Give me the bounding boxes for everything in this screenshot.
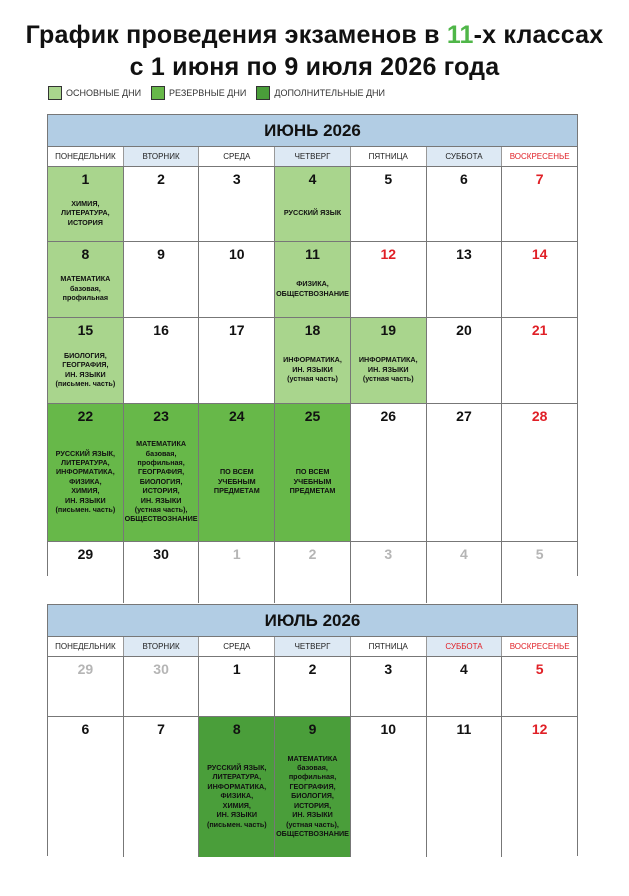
day-number: 10 (380, 721, 397, 737)
exam-subjects: МАТЕМАТИКА базовая, профильная, ГЕОГРАФИЯ, БИОЛОГИЯ, ИСТОРИЯ, ИН. ЯЗЫКИ (устная часть), ОБЩЕСТВОЗНАНИЕ (124, 439, 198, 524)
title-text-end: -х классах (473, 21, 604, 49)
weekday-label: СУББОТА (427, 147, 503, 166)
exam-day-cell (351, 318, 427, 403)
month-header: ИЮЛЬ 2026 (48, 605, 577, 637)
day-cell (502, 167, 577, 241)
day-number: 30 (153, 546, 169, 562)
day-cell (427, 404, 503, 541)
exam-subjects: РУССКИЙ ЯЗЫК (283, 208, 342, 218)
weekday-label: ПОНЕДЕЛЬНИК (48, 637, 124, 656)
exam-subjects: ФИЗИКА, ОБЩЕСТВОЗНАНИЕ (276, 279, 349, 298)
weekday-label: ВТОРНИК (124, 147, 200, 166)
day-number: 1 (81, 171, 90, 187)
calendar-july (47, 604, 578, 856)
day-cell (427, 167, 503, 241)
day-number: 3 (384, 546, 393, 562)
day-number: 4 (460, 661, 468, 677)
day-number: 14 (531, 246, 548, 262)
weekday-label: СРЕДА (199, 637, 275, 656)
exam-day-cell (275, 318, 351, 403)
day-cell (502, 542, 577, 603)
exam-day-cell (124, 404, 200, 541)
day-cell (199, 542, 275, 603)
exam-day-cell (199, 717, 275, 857)
day-cell (351, 242, 427, 317)
day-number: 26 (380, 408, 397, 424)
day-number: 7 (157, 721, 165, 737)
legend-item-additional (256, 86, 385, 100)
weekday-label: ЧЕТВЕРГ (275, 637, 351, 656)
day-number: 19 (380, 322, 397, 338)
day-cell (427, 318, 503, 403)
exam-subjects: РУССКИЙ ЯЗЫК, ЛИТЕРАТУРА, ИНФОРМАТИКА, ФИЗИКА, ХИМИЯ, ИН. ЯЗЫКИ (письмен. часть) (206, 763, 267, 829)
day-number: 5 (384, 171, 393, 187)
day-number: 28 (531, 408, 548, 424)
day-cell (124, 717, 200, 857)
legend (48, 86, 395, 100)
week-row (48, 167, 577, 242)
exam-day-cell (275, 242, 351, 317)
day-cell (502, 717, 577, 857)
exam-subjects: ПО ВСЕМ УЧЕБНЫМ ПРЕДМЕТАМ (289, 467, 336, 496)
weekday-label: ПОНЕДЕЛЬНИК (48, 147, 124, 166)
day-number: 20 (456, 322, 472, 338)
page-title-line-1 (0, 20, 629, 50)
day-number: 1 (232, 546, 241, 562)
day-number: 23 (153, 408, 169, 424)
day-number: 10 (229, 246, 245, 262)
legend-swatch-main (48, 86, 62, 100)
week-row (48, 717, 577, 857)
exam-subjects: ПО ВСЕМ УЧЕБНЫМ ПРЕДМЕТАМ (213, 467, 260, 496)
weekday-label: СУББОТА (427, 637, 503, 656)
day-cell (351, 657, 427, 716)
weekday-label: СРЕДА (199, 147, 275, 166)
day-cell (502, 242, 577, 317)
day-cell (124, 167, 200, 241)
exam-day-cell (275, 167, 351, 241)
day-number: 5 (535, 661, 544, 677)
week-row (48, 404, 577, 542)
week-row (48, 542, 577, 603)
day-cell (275, 542, 351, 603)
day-number: 3 (232, 171, 241, 187)
day-number: 22 (77, 408, 94, 424)
weekday-label: ПЯТНИЦА (351, 637, 427, 656)
day-cell (199, 657, 275, 716)
day-cell (199, 242, 275, 317)
day-number: 4 (308, 171, 317, 187)
day-number: 1 (232, 661, 241, 677)
day-cell (124, 657, 200, 716)
legend-label-main: ОСНОВНЫЕ ДНИ (66, 88, 142, 98)
weekday-label: ВОСКРЕСЕНЬЕ (509, 642, 570, 651)
day-cell (199, 167, 275, 241)
day-cell (48, 717, 124, 857)
calendar-june (47, 114, 578, 576)
day-cell (502, 404, 577, 541)
day-cell (351, 542, 427, 603)
exam-subjects: МАТЕМАТИКА базовая, профильная (60, 274, 111, 303)
week-row (48, 657, 577, 717)
weekday-label: ЧЕТВЕРГ (275, 147, 351, 166)
day-cell (48, 542, 124, 603)
day-cell (48, 657, 124, 716)
day-cell (124, 242, 200, 317)
day-cell (502, 318, 577, 403)
day-cell (427, 717, 503, 857)
exam-subjects: РУССКИЙ ЯЗЫК, ЛИТЕРАТУРА, ИНФОРМАТИКА, ФИЗИКА, ХИМИЯ, ИН. ЯЗЫКИ (письмен. часть) (55, 448, 116, 515)
day-number: 30 (153, 661, 169, 677)
day-cell (124, 318, 200, 403)
day-number: 2 (308, 546, 317, 562)
legend-label-reserve: РЕЗЕРВНЫЕ ДНИ (169, 88, 247, 98)
exam-subjects: ИНФОРМАТИКА, ИН. ЯЗЫКИ (устная часть) (283, 355, 342, 384)
day-number: 9 (308, 721, 317, 737)
exam-day-cell (275, 404, 351, 541)
day-number: 12 (531, 721, 548, 737)
weekday-label: ВТОРНИК (124, 637, 200, 656)
legend-label-additional: ДОПОЛНИТЕЛЬНЫЕ ДНИ (274, 88, 386, 98)
title-grade-highlight: 11 (446, 21, 474, 49)
day-number: 15 (77, 322, 94, 338)
day-number: 3 (384, 661, 393, 677)
day-number: 21 (531, 322, 548, 338)
day-cell (502, 657, 577, 716)
day-number: 9 (157, 246, 165, 262)
day-number: 11 (305, 246, 320, 262)
weekday-header-row (48, 637, 577, 657)
day-number: 27 (456, 408, 472, 424)
day-number: 8 (232, 721, 241, 737)
day-number: 4 (460, 546, 468, 562)
day-number: 11 (456, 721, 472, 737)
week-row (48, 242, 577, 318)
day-number: 8 (81, 246, 90, 262)
exam-day-cell (48, 242, 124, 317)
day-number: 24 (229, 408, 245, 424)
exam-day-cell (48, 167, 124, 241)
day-number: 16 (153, 322, 169, 338)
legend-swatch-additional (256, 86, 270, 100)
page-title-line-2: с 1 июня по 9 июля 2026 года (129, 53, 500, 81)
day-number: 6 (460, 171, 468, 187)
exam-subjects: МАТЕМАТИКА базовая, профильная, ГЕОГРАФИЯ, БИОЛОГИЯ, ИСТОРИЯ, ИН. ЯЗЫКИ (устная часть), ОБЩЕСТВОЗНАНИЕ (276, 753, 349, 838)
day-number: 12 (380, 246, 397, 262)
weekday-header-row (48, 147, 577, 167)
day-cell (351, 717, 427, 857)
day-cell (199, 318, 275, 403)
day-number: 13 (456, 246, 472, 262)
legend-swatch-reserve (151, 86, 165, 100)
exam-subjects: ИНФОРМАТИКА, ИН. ЯЗЫКИ (устная часть) (358, 355, 418, 384)
day-number: 5 (535, 546, 544, 562)
day-cell (351, 167, 427, 241)
legend-item-main (48, 86, 141, 100)
week-row (48, 318, 577, 404)
day-number: 2 (308, 661, 317, 677)
weekday-label: ПЯТНИЦА (351, 147, 427, 166)
legend-item-reserve (151, 86, 246, 100)
month-header: ИЮНЬ 2026 (48, 115, 577, 147)
weekday-label: ВОСКРЕСЕНЬЕ (509, 152, 570, 161)
day-cell (427, 242, 503, 317)
day-number: 18 (304, 322, 321, 338)
day-cell (427, 542, 503, 603)
day-number: 7 (535, 171, 544, 187)
day-number: 2 (157, 171, 165, 187)
title-text-start: График проведения экзаменов в (25, 21, 447, 49)
exam-day-cell (275, 717, 351, 857)
day-number: 29 (77, 546, 94, 562)
day-number: 17 (229, 322, 245, 338)
day-cell (427, 657, 503, 716)
day-number: 25 (304, 408, 321, 424)
exam-day-cell (199, 404, 275, 541)
exam-subjects: БИОЛОГИЯ, ГЕОГРАФИЯ, ИН. ЯЗЫКИ (письмен. часть) (55, 350, 116, 388)
day-number: 6 (81, 721, 90, 737)
day-cell (351, 404, 427, 541)
exam-day-cell (48, 404, 124, 541)
exam-day-cell (48, 318, 124, 403)
day-number: 29 (77, 661, 94, 677)
day-cell (124, 542, 200, 603)
exam-subjects: ХИМИЯ, ЛИТЕРАТУРА, ИСТОРИЯ (61, 198, 110, 227)
day-cell (275, 657, 351, 716)
